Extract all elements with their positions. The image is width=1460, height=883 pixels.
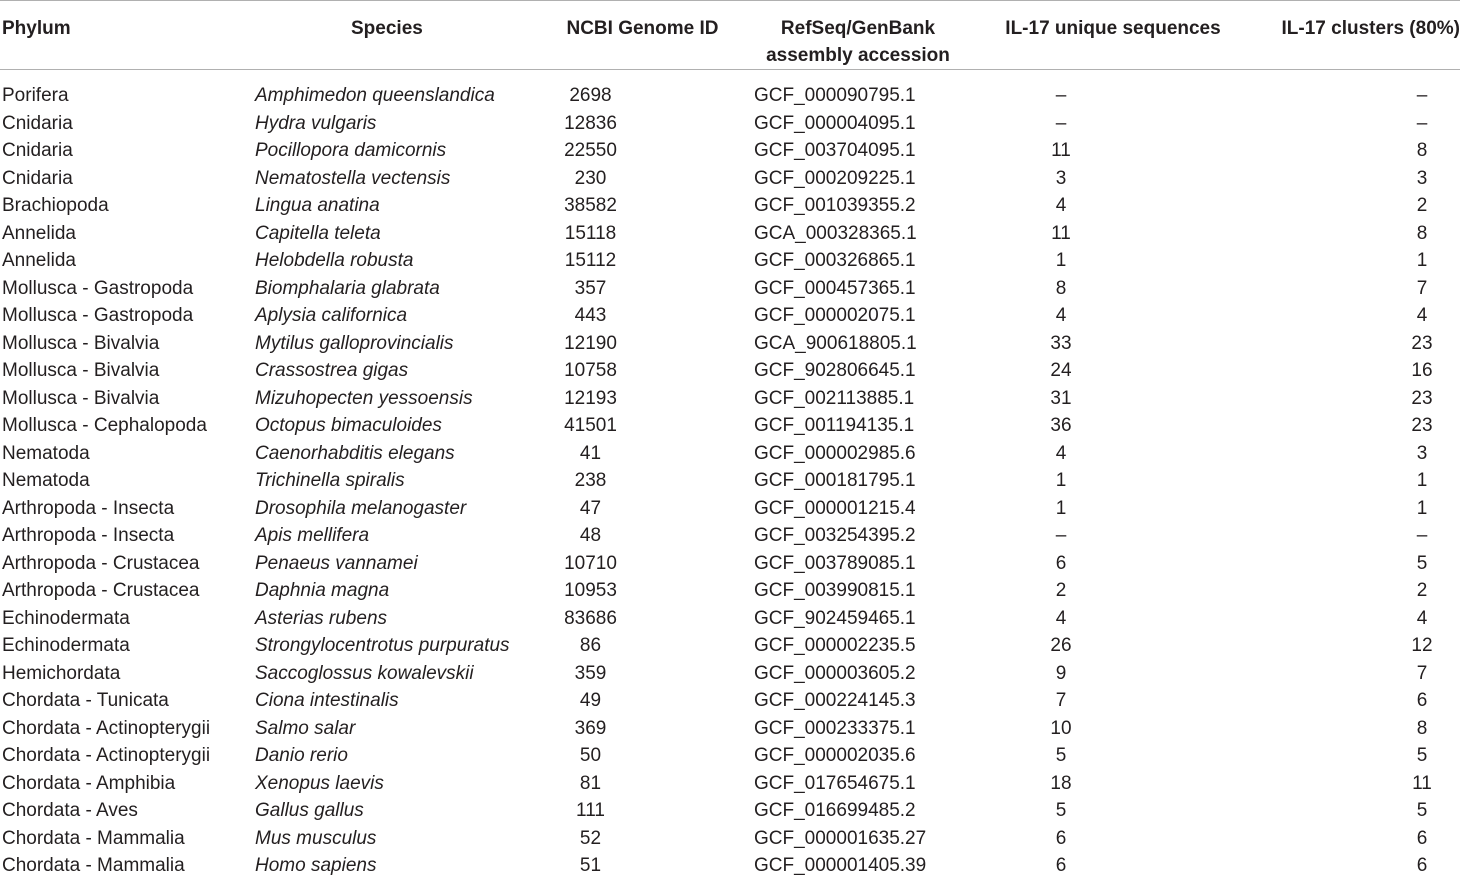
cell-unique-sequences: 6 — [1055, 552, 1067, 574]
cell-phylum: Echinodermata — [2, 635, 130, 656]
cell-phylum: Chordata - Mammalia — [2, 827, 185, 849]
cell-accession: GCF_000326865.1 — [754, 250, 916, 271]
cell-unique-sequences: 11 — [1051, 140, 1071, 161]
table-row — [0, 110, 1460, 138]
cell-clusters: 4 — [1416, 305, 1428, 326]
table-row — [0, 275, 1460, 303]
cell-accession: GCF_000002235.5 — [754, 635, 916, 656]
cell-unique-sequences: 4 — [1055, 195, 1067, 216]
cell-clusters: 7 — [1416, 277, 1428, 299]
cell-phylum: Nematoda — [2, 442, 90, 464]
cell-unique-sequences: 33 — [1050, 332, 1072, 354]
cell-species: Nematostella vectensis — [255, 167, 451, 189]
cell-phylum: Arthropoda - Crustacea — [2, 580, 200, 601]
cell-ncbi-genome-id: 10953 — [564, 580, 617, 601]
cell-phylum: Hemichordata — [2, 662, 121, 684]
cell-accession: GCA_000328365.1 — [754, 222, 917, 244]
cell-unique-sequences: 9 — [1055, 662, 1067, 684]
cell-ncbi-genome-id: 52 — [579, 827, 602, 849]
cell-clusters: 6 — [1416, 855, 1428, 876]
cell-accession: GCF_016699485.2 — [754, 800, 916, 821]
cell-phylum: Mollusca - Gastropoda — [2, 305, 194, 326]
cell-accession: GCF_000001405.39 — [754, 855, 927, 876]
cell-phylum: Mollusca - Cephalopoda — [2, 415, 207, 436]
cell-clusters: 8 — [1416, 717, 1428, 739]
cell-ncbi-genome-id: 41 — [579, 442, 602, 464]
cell-unique-sequences: 1 — [1055, 250, 1067, 271]
cell-ncbi-genome-id: 357 — [574, 277, 607, 299]
cell-accession: GCF_000457365.1 — [754, 277, 916, 299]
table-row — [0, 852, 1460, 880]
cell-accession: GCF_000233375.1 — [754, 717, 916, 739]
cell-accession: GCF_003704095.1 — [754, 140, 916, 161]
table-row — [0, 385, 1460, 413]
cell-phylum: Chordata - Aves — [2, 800, 138, 821]
cell-phylum: Brachiopoda — [2, 195, 109, 216]
table-row — [0, 137, 1460, 165]
cell-ncbi-genome-id: 12193 — [564, 387, 617, 409]
cell-ncbi-genome-id: 86 — [579, 635, 602, 656]
table-row — [0, 247, 1460, 275]
cell-accession: GCF_902459465.1 — [754, 607, 916, 629]
cell-accession: GCF_000002035.6 — [754, 745, 916, 766]
table-header — [0, 1, 1460, 70]
cell-ncbi-genome-id: 10758 — [564, 360, 617, 381]
cell-phylum: Annelida — [2, 250, 76, 271]
cell-unique-sequences: 1 — [1055, 497, 1067, 519]
cell-species: Octopus bimaculoides — [255, 415, 442, 436]
table-row — [0, 687, 1460, 715]
cell-phylum: Mollusca - Bivalvia — [2, 360, 160, 381]
cell-clusters: 3 — [1416, 442, 1428, 464]
cell-species: Daphnia magna — [255, 580, 390, 601]
cell-phylum: Nematoda — [2, 470, 90, 491]
cell-unique-sequences: 26 — [1050, 635, 1072, 656]
cell-phylum: Chordata - Mammalia — [2, 855, 185, 876]
cell-ncbi-genome-id: 49 — [579, 690, 602, 711]
cell-phylum: Cnidaria — [2, 140, 73, 161]
cell-unique-sequences: 6 — [1055, 827, 1067, 849]
cell-accession: GCF_000181795.1 — [754, 470, 916, 491]
cell-unique-sequences: 4 — [1055, 442, 1067, 464]
cell-accession: GCF_003990815.1 — [754, 580, 916, 601]
cell-species: Mizuhopecten yessoensis — [255, 387, 473, 409]
cell-species: Aplysia californica — [255, 305, 408, 326]
cell-ncbi-genome-id: 50 — [579, 745, 602, 766]
cell-unique-sequences: 8 — [1055, 277, 1067, 299]
cell-ncbi-genome-id: 2698 — [569, 85, 612, 106]
cell-accession: GCF_002113885.1 — [754, 387, 915, 409]
header-phylum: Phylum — [0, 1, 255, 70]
cell-ncbi-genome-id: 38582 — [564, 195, 617, 216]
cell-unique-sequences: 5 — [1055, 800, 1067, 821]
cell-phylum: Annelida — [2, 222, 76, 244]
cell-species: Danio rerio — [255, 745, 348, 766]
cell-clusters: 7 — [1416, 662, 1428, 684]
cell-unique-sequences: 4 — [1055, 305, 1067, 326]
cell-unique-sequences: 6 — [1055, 855, 1067, 876]
table-row — [0, 825, 1460, 853]
cell-accession: GCF_902806645.1 — [754, 360, 916, 381]
cell-species: Drosophila melanogaster — [255, 497, 467, 519]
cell-ncbi-genome-id: 15118 — [564, 222, 617, 244]
cell-ncbi-genome-id: 12836 — [564, 112, 617, 134]
cell-ncbi-genome-id: 22550 — [564, 140, 617, 161]
cell-accession: GCF_001039355.2 — [754, 195, 916, 216]
cell-ncbi-genome-id: 41501 — [564, 415, 617, 436]
cell-unique-sequences: 31 — [1050, 387, 1072, 409]
cell-species: Helobdella robusta — [255, 250, 414, 271]
cell-accession: GCF_000002985.6 — [754, 442, 916, 464]
cell-unique-sequences: 4 — [1055, 607, 1067, 629]
table-row — [0, 660, 1460, 688]
table-row — [0, 632, 1460, 660]
cell-clusters: 8 — [1416, 222, 1428, 244]
cell-accession: GCF_000001215.4 — [754, 497, 916, 519]
cell-clusters: 1 — [1416, 497, 1428, 519]
cell-ncbi-genome-id: 47 — [579, 497, 602, 519]
table-row — [0, 467, 1460, 495]
table-row — [0, 605, 1460, 633]
cell-species: Crassostrea gigas — [255, 360, 409, 381]
cell-species: Trichinella spiralis — [255, 470, 405, 491]
cell-species: Mytilus galloprovincialis — [255, 332, 454, 354]
cell-unique-sequences: 18 — [1050, 772, 1072, 794]
cell-accession: GCF_000224145.3 — [754, 690, 916, 711]
table-body — [0, 70, 1460, 880]
cell-clusters: 1 — [1416, 470, 1428, 491]
cell-ncbi-genome-id: 359 — [574, 662, 607, 684]
cell-accession: GCF_003789085.1 — [754, 552, 916, 574]
cell-accession: GCF_000003605.2 — [754, 662, 916, 684]
cell-clusters: 4 — [1416, 607, 1428, 629]
header-species: Species — [255, 1, 537, 70]
cell-phylum: Chordata - Actinopterygii — [2, 717, 211, 739]
cell-ncbi-genome-id: 81 — [579, 772, 602, 794]
header-refseq-line1: RefSeq/GenBank — [780, 18, 936, 39]
cell-species: Salmo salar — [255, 717, 356, 739]
cell-accession: GCF_003254395.2 — [754, 525, 916, 546]
table-row — [0, 330, 1460, 358]
cell-species: Apis mellifera — [255, 525, 370, 546]
cell-phylum: Chordata - Actinopterygii — [2, 745, 211, 766]
cell-species: Capitella teleta — [255, 222, 381, 244]
cell-ncbi-genome-id: 15112 — [564, 250, 617, 271]
cell-species: Pocillopora damicornis — [255, 140, 447, 161]
table-row — [0, 577, 1460, 605]
header-refseq-accession — [748, 1, 962, 70]
table-row — [0, 770, 1460, 798]
header-refseq-line2: assembly accession — [766, 45, 950, 66]
cell-clusters: 5 — [1416, 800, 1428, 821]
table-row — [0, 742, 1460, 770]
cell-phylum: Arthropoda - Crustacea — [2, 552, 200, 574]
cell-phylum: Chordata - Amphibia — [2, 772, 176, 794]
cell-species: Caenorhabditis elegans — [255, 442, 455, 464]
table-row — [0, 797, 1460, 825]
cell-species: Biomphalaria glabrata — [255, 277, 440, 299]
cell-phylum: Arthropoda - Insecta — [2, 497, 175, 519]
cell-accession: GCF_017654675.1 — [754, 772, 916, 794]
cell-phylum: Arthropoda - Insecta — [2, 525, 175, 546]
header-unique-sequences: IL-17 unique sequences — [962, 1, 1264, 70]
cell-unique-sequences: 7 — [1055, 690, 1067, 711]
cell-unique-sequences: 24 — [1050, 360, 1072, 381]
cell-phylum: Mollusca - Bivalvia — [2, 387, 160, 409]
cell-clusters: 11 — [1412, 772, 1432, 794]
header-ncbi-genome-id: NCBI Genome ID — [537, 1, 748, 70]
cell-accession: GCA_900618805.1 — [754, 332, 917, 354]
cell-species: Strongylocentrotus purpuratus — [255, 635, 510, 656]
cell-clusters: 1 — [1416, 250, 1428, 271]
cell-ncbi-genome-id: 238 — [574, 470, 607, 491]
table-row — [0, 495, 1460, 523]
cell-species: Amphimedon queenslandica — [255, 85, 495, 106]
cell-clusters: 23 — [1411, 332, 1433, 354]
cell-phylum: Chordata - Tunicata — [2, 690, 169, 711]
cell-accession: GCF_000004095.1 — [754, 112, 916, 134]
cell-clusters: 6 — [1416, 690, 1428, 711]
table-row — [0, 440, 1460, 468]
cell-clusters: 16 — [1411, 360, 1433, 381]
cell-clusters: 23 — [1411, 387, 1433, 409]
table-row — [0, 70, 1460, 110]
cell-clusters: 12 — [1411, 635, 1433, 656]
cell-clusters: – — [1416, 525, 1428, 546]
cell-species: Asterias rubens — [255, 607, 388, 629]
header-clusters: IL-17 clusters (80%) — [1264, 1, 1460, 70]
cell-ncbi-genome-id: 10710 — [564, 552, 617, 574]
cell-unique-sequences: – — [1055, 525, 1067, 546]
table-row — [0, 357, 1460, 385]
table-row — [0, 165, 1460, 193]
cell-unique-sequences: 3 — [1055, 167, 1067, 189]
cell-phylum: Echinodermata — [2, 607, 130, 629]
cell-clusters: – — [1416, 85, 1428, 106]
cell-species: Mus musculus — [255, 827, 377, 849]
cell-species: Ciona intestinalis — [255, 690, 399, 711]
cell-unique-sequences: – — [1055, 112, 1067, 134]
cell-clusters: 5 — [1416, 552, 1428, 574]
cell-unique-sequences: 2 — [1055, 580, 1067, 601]
cell-ncbi-genome-id: 369 — [574, 717, 607, 739]
cell-ncbi-genome-id: 12190 — [564, 332, 617, 354]
table-row — [0, 192, 1460, 220]
cell-ncbi-genome-id: 83686 — [564, 607, 617, 629]
cell-accession: GCF_000209225.1 — [754, 167, 916, 189]
cell-unique-sequences: 11 — [1051, 222, 1071, 244]
cell-clusters: 6 — [1416, 827, 1428, 849]
cell-species: Penaeus vannamei — [255, 552, 418, 574]
cell-species: Homo sapiens — [255, 855, 377, 876]
table-row — [0, 715, 1460, 743]
cell-clusters: 5 — [1416, 745, 1428, 766]
cell-species: Hydra vulgaris — [255, 112, 377, 134]
cell-unique-sequences: – — [1055, 85, 1067, 106]
cell-unique-sequences: 5 — [1055, 745, 1067, 766]
cell-ncbi-genome-id: 51 — [579, 855, 602, 876]
cell-clusters: – — [1416, 112, 1428, 134]
table-row — [0, 220, 1460, 248]
cell-accession: GCF_001194135.1 — [754, 415, 915, 436]
cell-clusters: 23 — [1411, 415, 1433, 436]
cell-phylum: Cnidaria — [2, 167, 73, 189]
cell-phylum: Mollusca - Bivalvia — [2, 332, 160, 354]
cell-clusters: 3 — [1416, 167, 1428, 189]
cell-clusters: 8 — [1416, 140, 1428, 161]
cell-phylum: Cnidaria — [2, 112, 73, 134]
cell-phylum: Mollusca - Gastropoda — [2, 277, 194, 299]
cell-phylum: Porifera — [2, 85, 69, 106]
table-row — [0, 522, 1460, 550]
cell-accession: GCF_000002075.1 — [754, 305, 916, 326]
table-row — [0, 302, 1460, 330]
cell-ncbi-genome-id: 111 — [576, 800, 605, 821]
table-row — [0, 550, 1460, 578]
cell-species: Gallus gallus — [255, 800, 364, 821]
cell-species: Lingua anatina — [255, 195, 380, 216]
cell-clusters: 2 — [1416, 580, 1428, 601]
header-row — [0, 1, 1460, 70]
cell-ncbi-genome-id: 230 — [574, 167, 607, 189]
cell-accession: GCF_000090795.1 — [754, 85, 916, 106]
cell-unique-sequences: 10 — [1050, 717, 1072, 739]
cell-accession: GCF_000001635.27 — [754, 827, 927, 849]
cell-ncbi-genome-id: 48 — [579, 525, 602, 546]
cell-species: Saccoglossus kowalevskii — [255, 662, 474, 684]
cell-ncbi-genome-id: 443 — [574, 305, 607, 326]
cell-clusters: 2 — [1416, 195, 1428, 216]
cell-unique-sequences: 36 — [1050, 415, 1072, 436]
cell-unique-sequences: 1 — [1055, 470, 1067, 491]
cell-species: Xenopus laevis — [255, 772, 384, 794]
table-row — [0, 412, 1460, 440]
